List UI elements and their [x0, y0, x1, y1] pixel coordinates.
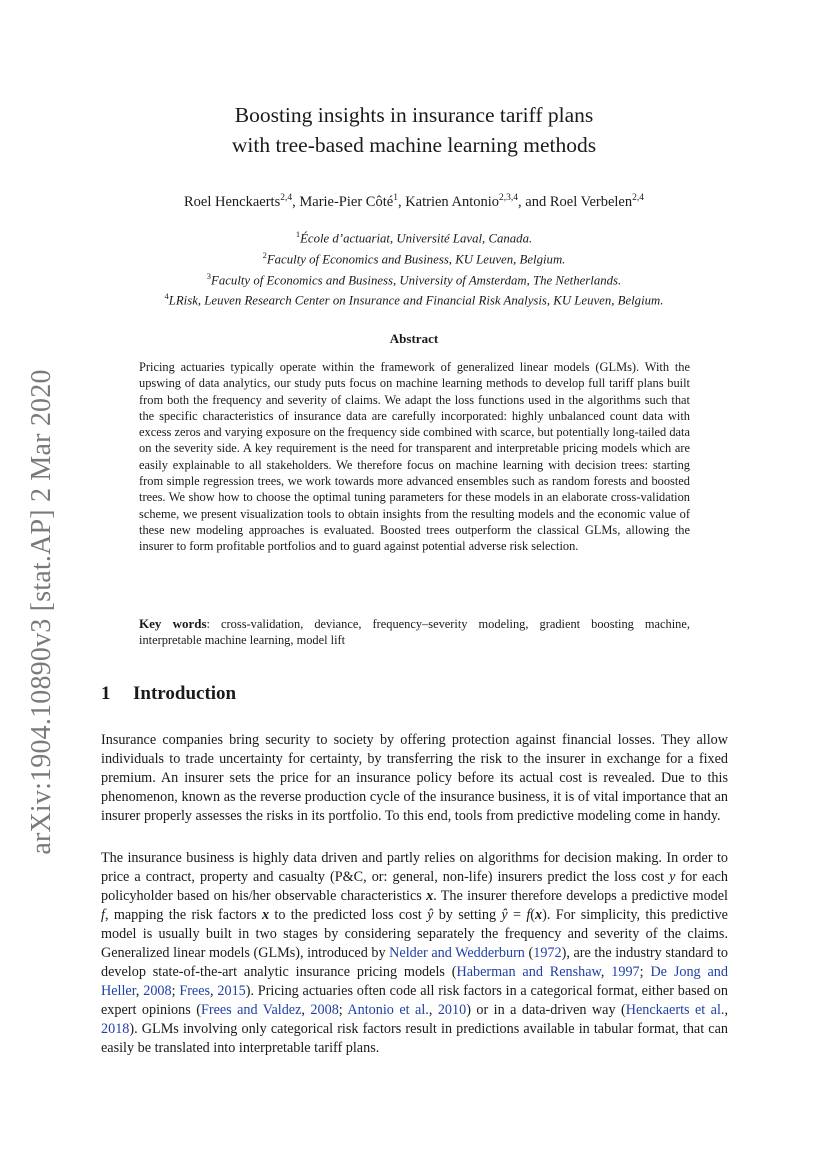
paragraph-text: , [210, 982, 218, 999]
keywords [139, 616, 690, 649]
paragraph-text: ( [524, 944, 534, 961]
author-affil-marker: 1 [393, 193, 398, 203]
affiliation-text: LRisk, Leuven Research Center on Insurance and Financial Risk Analysis, KU Leuven, Belgium. [168, 293, 664, 308]
paragraph-text: . For simplicity, this predictive model is usually built in two stages by considering separately the frequency and severity of the claims. Generalized linear models (GLMs), introduced by [101, 906, 728, 961]
paragraph-text: ). GLMs involving only categorical risk factors result in predictions available in tabular format, that can easily be translated into interpretable tariff plans. [101, 1020, 728, 1056]
citation-year-link[interactable]: 1997 [611, 963, 640, 980]
paragraph-text: , [724, 1001, 729, 1018]
intro-paragraph-1: Insurance companies bring security to society by offering protection against financial losses. They allow individuals to trade uncertainty for certainty, by transferring the risk to the insurer in exchange for a fixed premium. An insurer sets the price for an insurance policy before its actual cost is revealed. Due to this phenomenon, known as the reverse production cycle of the insurance business, it is of vital importance that an insurer properly assesses the risks in its portfolio. To this end, tools from predictive modeling come in handy. [101, 732, 728, 824]
paragraph-text: to the predicted loss cost [269, 906, 428, 923]
section-number: 1 [101, 683, 111, 704]
paragraph-text: ) or in a data-driven way ( [466, 1001, 626, 1018]
citation-year-link[interactable]: 2015 [217, 982, 246, 999]
math-symbol: x [535, 906, 543, 923]
citation-link[interactable]: Frees [179, 982, 211, 999]
paragraph-text: , [301, 1001, 311, 1018]
affiliation-line [0, 268, 828, 289]
math-symbol: x [426, 887, 434, 904]
author-separator: , [397, 193, 406, 210]
paragraph-text: . The insurer therefore develops a predictive model [433, 887, 728, 904]
citation-year-link[interactable]: 2018 [101, 1020, 130, 1037]
paragraph-text: , [135, 982, 144, 999]
citation-link[interactable]: Haberman and Renshaw [456, 963, 601, 980]
math-operator: ) [542, 906, 547, 923]
section-title: Introduction [133, 683, 237, 704]
author-separator: , [292, 193, 300, 210]
paragraph-text: by setting [433, 906, 502, 923]
citation-year-link[interactable]: 2010 [437, 1001, 467, 1018]
paragraph-text: , [600, 963, 612, 980]
paragraph-text: for each policyholder based on his/her observable characteristics [101, 868, 729, 904]
author-name: Roel Verbelen [549, 193, 633, 210]
abstract-body: Pricing actuaries typically operate within the framework of generalized linear models (GLMs). With the upswing of data analytics, our study puts focus on machine learning methods to develop full tariff plans built from both the frequency and severity of claims. We adapt the loss functions used in the algorithms such that the specific characteristics of insurance data are carefully incorporated: highly unbalanced count data with excess zeros and varying exposure on the frequency side combined with scarce, but potentially long-tailed data on the severity side. A key requirement is the need for transparent and interpretable pricing models which are easily explainable to all stakeholders. We therefore focus on machine learning with decision trees: starting from simple regression trees, we work towards more advanced ensembles such as random forests and boosted trees. We show how to choose the optimal tuning parameters for these models in an elaborate cross-validation scheme, we present visualization tools to obtain insights from the resulting models and the economic value of these new modeling approaches is evaluated. Boosted trees outperform the classical GLMs, allowing the insurer to form profitable portfolios and to guard against potential adverse risk selection. [139, 360, 690, 554]
math-symbol: x [261, 906, 270, 923]
affiliation-text: École d’actuariat, Université Laval, Canada. [300, 231, 533, 246]
affiliation-marker: 3 [206, 270, 212, 281]
citation-link[interactable]: Nelder and Wedderburn [389, 944, 525, 961]
author-affil-marker: 2,4 [632, 193, 644, 203]
intro-paragraph-2 [101, 849, 728, 1057]
math-symbol: y [669, 868, 676, 885]
author-name: Roel Henckaerts [184, 193, 281, 210]
affiliation-line [0, 226, 828, 247]
author-affil-marker: 2,4 [280, 193, 293, 203]
arxiv-sidebar [0, 0, 70, 1171]
affiliation-text: Faculty of Economics and Business, University of Amsterdam, The Netherlands. [211, 272, 622, 287]
paper-title [0, 100, 828, 160]
citation-year-link[interactable]: 2008 [310, 1001, 339, 1018]
citation-link[interactable]: Henckaerts et al. [625, 1001, 725, 1018]
section-heading [101, 683, 236, 705]
keywords-text: : cross-validation, deviance, frequency–severity modeling, gradient boosting machine, interpretable machine learning, model lift [139, 617, 690, 648]
affiliation-text: Faculty of Economics and Business, KU Leuven, Belgium. [266, 252, 566, 267]
citation-link[interactable]: Antonio et al. [347, 1001, 429, 1018]
citation-year-link[interactable]: 2008 [143, 982, 172, 999]
arxiv-identifier: arXiv:1904.10890v3 [stat.AP] 2 Mar 2020 [26, 369, 57, 855]
math-operator: ( [530, 906, 535, 923]
affiliation-marker: 4 [164, 291, 169, 302]
paragraph-text: The insurance business is highly data driven and partly relies on algorithms for decision making. In order to price a contract, property and casualty (P&C, or: general, non-life) insurers predict the loss cost [101, 850, 728, 885]
citation-link[interactable]: Frees and Valdez [200, 1001, 302, 1018]
citation-link[interactable]: De Jong and Heller [101, 963, 728, 999]
affiliation-marker: 1 [295, 229, 301, 239]
math-symbol: ŷ [427, 906, 434, 923]
paragraph-text: , [428, 1001, 438, 1018]
paragraph-text: ; [338, 1001, 348, 1018]
keywords-label: Key words [139, 616, 207, 631]
author-name: Marie-Pier Côté [299, 193, 394, 210]
math-symbol: f [526, 906, 531, 923]
math-symbol: f [101, 906, 105, 923]
author-affil-marker: 2,3,4 [499, 193, 519, 203]
citation-year-link[interactable]: 1972 [533, 944, 562, 961]
paragraph-text: , mapping the risk factors [104, 906, 262, 923]
title-line-1: Boosting insights in insurance tariff plans [234, 103, 594, 127]
affiliation-list [0, 226, 828, 309]
author-list [0, 193, 828, 211]
math-symbol: ŷ [501, 906, 508, 923]
paragraph-text: ; [171, 982, 180, 999]
math-operator: = [507, 906, 527, 923]
author-name: Katrien Antonio [405, 193, 500, 210]
paragraph-text: ), are the industry standard to develop state-of-the-art analytic insurance pricing models ( [101, 944, 728, 980]
author-separator: , and [518, 193, 550, 210]
affiliation-line [0, 247, 828, 268]
affiliation-line [0, 288, 828, 309]
affiliation-marker: 2 [262, 249, 267, 260]
title-line-2: with tree-based machine learning methods [231, 133, 597, 157]
paragraph-text: ; [639, 963, 651, 980]
abstract-heading: Abstract [389, 331, 439, 346]
paragraph-text: ). Pricing actuaries often code all risk factors in a categorical format, either based on expert opinions ( [101, 982, 728, 1018]
